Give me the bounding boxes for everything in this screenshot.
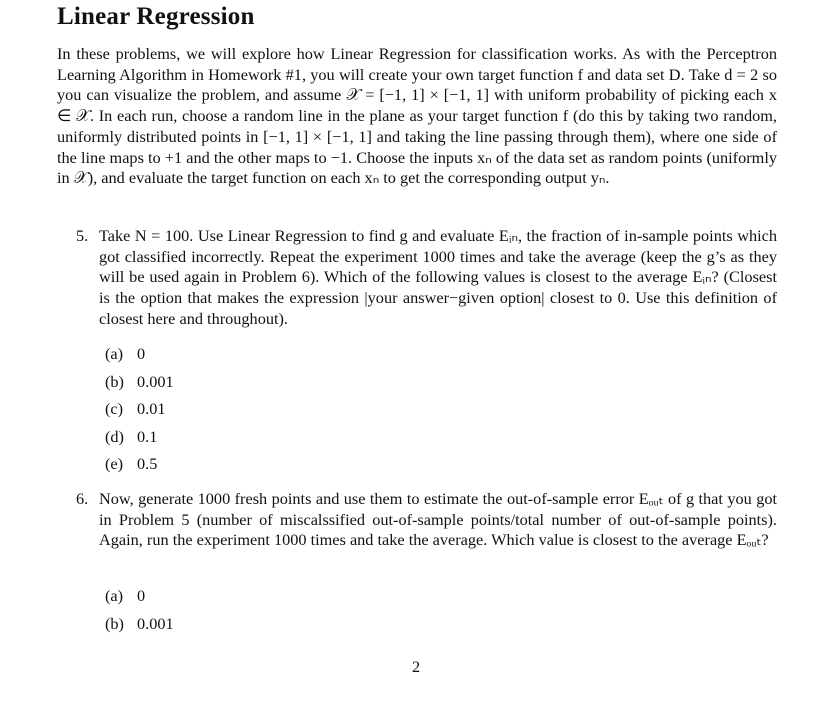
choice-value: 0.1 (137, 426, 158, 446)
choice-item (105, 614, 174, 642)
problem-text: Now, generate 1000 fresh points and use them to estimate the out-of-sample error Eₒᵤₜ of g that you got in Problem 5 (number of miscalssified out-of-sample points/total number of out-of-sample points). Again, run the experiment 1000 times and take the average. Which value is closest to the average Eₒᵤₜ? (99, 489, 777, 550)
choice-item (105, 399, 174, 427)
problem-number: 6. (76, 489, 89, 508)
choice-label: (b) (105, 613, 124, 633)
choice-label: (a) (105, 344, 124, 363)
choice-item (105, 372, 174, 400)
problem-6-choices (105, 586, 174, 641)
choice-value: 0.001 (137, 371, 174, 391)
intro-paragraph: In these problems, we will explore how Linear Regression for classification works. As with the Perceptron Learning Algorithm in Homework #1, you will create your own target function f and data set D. Take d = 2 so you can visualize the problem, and assume 𝒳 = [−1, 1] × [−1, 1] with uniform probability of picking each x ∈ 𝒳. In each run, choose a random line in the plane as your target function f (do this by taking two random, uniformly distributed points in [−1, 1] × [−1, 1] and taking the line passing through them), where one side of the line maps to +1 and the other maps to −1. Choose the inputs xₙ of the data set as random points (uniformly in 𝒳), and evaluate the target function on each xₙ to get the corresponding output yₙ. (57, 44, 777, 188)
choice-value: 0.01 (137, 399, 166, 418)
choice-label: (a) (105, 586, 124, 605)
problem-5-choices (105, 344, 174, 482)
choice-item (105, 344, 174, 372)
page-number: 2 (412, 657, 421, 676)
choice-label: (b) (105, 371, 124, 391)
choice-item (105, 586, 174, 614)
choice-label: (e) (105, 454, 124, 473)
choice-value: 0.001 (137, 613, 174, 633)
choice-item (105, 427, 174, 455)
problem-text: Take N = 100. Use Linear Regression to find g and evaluate Eᵢₙ, the fraction of in-sample points which got classified incorrectly. Repeat the experiment 1000 times and take the average (keep the g’s as they will be used again in Problem 6). Which of the following values is closest to the average Eᵢₙ? (Closest is the option that makes the expression |your answer−given option| closest to 0. Use this definition of closest here and throughout). (99, 226, 777, 328)
choice-value: 0 (137, 586, 146, 605)
problem-number: 5. (76, 226, 89, 245)
choice-label: (d) (105, 426, 124, 446)
choice-value: 0.5 (137, 454, 158, 473)
problem-5 (57, 226, 777, 330)
choice-label: (c) (105, 399, 124, 418)
choice-item (105, 454, 174, 482)
section-title: Linear Regression (57, 3, 255, 30)
problem-6 (57, 489, 777, 551)
choice-value: 0 (137, 344, 146, 363)
